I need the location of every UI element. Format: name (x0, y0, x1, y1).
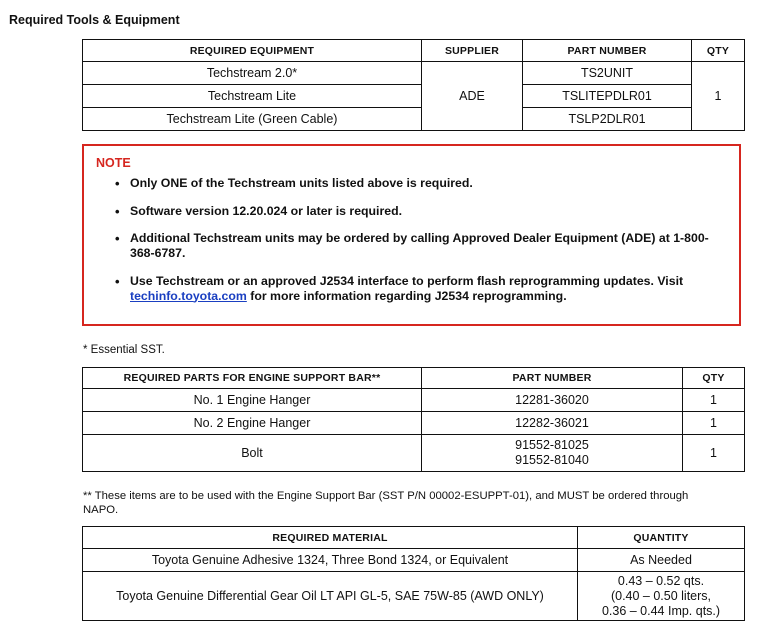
footnote-essential-sst: * Essential SST. (83, 344, 165, 356)
table-header-row (83, 527, 745, 549)
table-row (83, 108, 745, 131)
quantity-line: 0.43 – 0.52 qts. (617, 573, 705, 588)
note-item (130, 274, 725, 304)
table-row (83, 435, 745, 472)
column-header: PART NUMBER (523, 40, 692, 62)
note-item-text: for more information regarding J2534 reprogramming. (246, 288, 567, 303)
column-header: SUPPLIER (422, 40, 523, 62)
note-item: • Software version 12.20.024 or later is required. (130, 204, 725, 219)
column-header: REQUIRED EQUIPMENT (83, 40, 422, 62)
quantity-line: (0.40 – 0.50 liters, (610, 588, 712, 603)
quantity-line: 0.36 – 0.44 Imp. qts.) (601, 603, 721, 618)
table-row (83, 572, 745, 621)
material-cell: Toyota Genuine Differential Gear Oil LT API GL-5, SAE 75W-85 (AWD ONLY) (83, 572, 578, 621)
part-number-line: 91552-81025 (515, 438, 589, 452)
equipment-cell: Techstream Lite (83, 85, 422, 108)
part-number-cell: TSLITEPDLR01 (523, 85, 692, 108)
required-equipment-table (82, 39, 745, 131)
note-list (84, 176, 741, 316)
part-number-cell: 12281-36020 (422, 389, 683, 412)
table-row (83, 85, 745, 108)
techinfo-link[interactable]: techinfo.toyota.com (130, 288, 247, 303)
equipment-cell: Techstream Lite (Green Cable) (83, 108, 422, 131)
note-box (82, 144, 741, 326)
quantity-cell (578, 572, 745, 621)
table-header-row (83, 368, 745, 389)
engine-support-parts-table (82, 367, 745, 472)
section-title: Required Tools & Equipment (9, 13, 180, 27)
column-header: REQUIRED MATERIAL (83, 527, 578, 549)
footnote-engine-support-bar: ** These items are to be used with the Engine Support Bar (SST P/N 00002-ESUPPT-01), and MUST be ordered through NAPO. (83, 490, 689, 516)
column-header: PART NUMBER (422, 368, 683, 389)
qty-cell: 1 (692, 62, 745, 131)
table-row (83, 389, 745, 412)
note-item: • Additional Techstream units may be ordered by calling Approved Dealer Equipment (ADE) at 1-800-368-6787. (130, 231, 725, 261)
material-cell: Toyota Genuine Adhesive 1324, Three Bond 1324, or Equivalent (83, 549, 578, 572)
part-number-line: 91552-81040 (515, 453, 589, 467)
table-row (83, 62, 745, 85)
table-row (83, 549, 745, 572)
quantity-cell: As Needed (578, 549, 745, 572)
part-cell: No. 1 Engine Hanger (83, 389, 422, 412)
qty-cell: 1 (683, 389, 745, 412)
qty-cell: 1 (683, 412, 745, 435)
note-item-text: Use Techstream or an approved J2534 interface to perform flash reprogramming updates. Visit (130, 273, 684, 288)
part-cell: Bolt (83, 435, 422, 472)
table-row (83, 412, 745, 435)
part-number-cell: TS2UNIT (523, 62, 692, 85)
equipment-cell: Techstream 2.0* (83, 62, 422, 85)
column-header: QUANTITY (578, 527, 745, 549)
part-number-cell (422, 435, 683, 472)
part-cell: No. 2 Engine Hanger (83, 412, 422, 435)
column-header: REQUIRED PARTS FOR ENGINE SUPPORT BAR** (83, 368, 422, 389)
column-header: QTY (692, 40, 745, 62)
table-header-row (83, 40, 745, 62)
required-material-table (82, 526, 745, 621)
column-header: QTY (683, 368, 745, 389)
supplier-cell: ADE (422, 62, 523, 131)
part-number-cell: 12282-36021 (422, 412, 683, 435)
part-number-cell: TSLP2DLR01 (523, 108, 692, 131)
note-item: • Only ONE of the Techstream units listed above is required. (130, 176, 725, 191)
note-title: NOTE (96, 156, 131, 170)
qty-cell: 1 (683, 435, 745, 472)
